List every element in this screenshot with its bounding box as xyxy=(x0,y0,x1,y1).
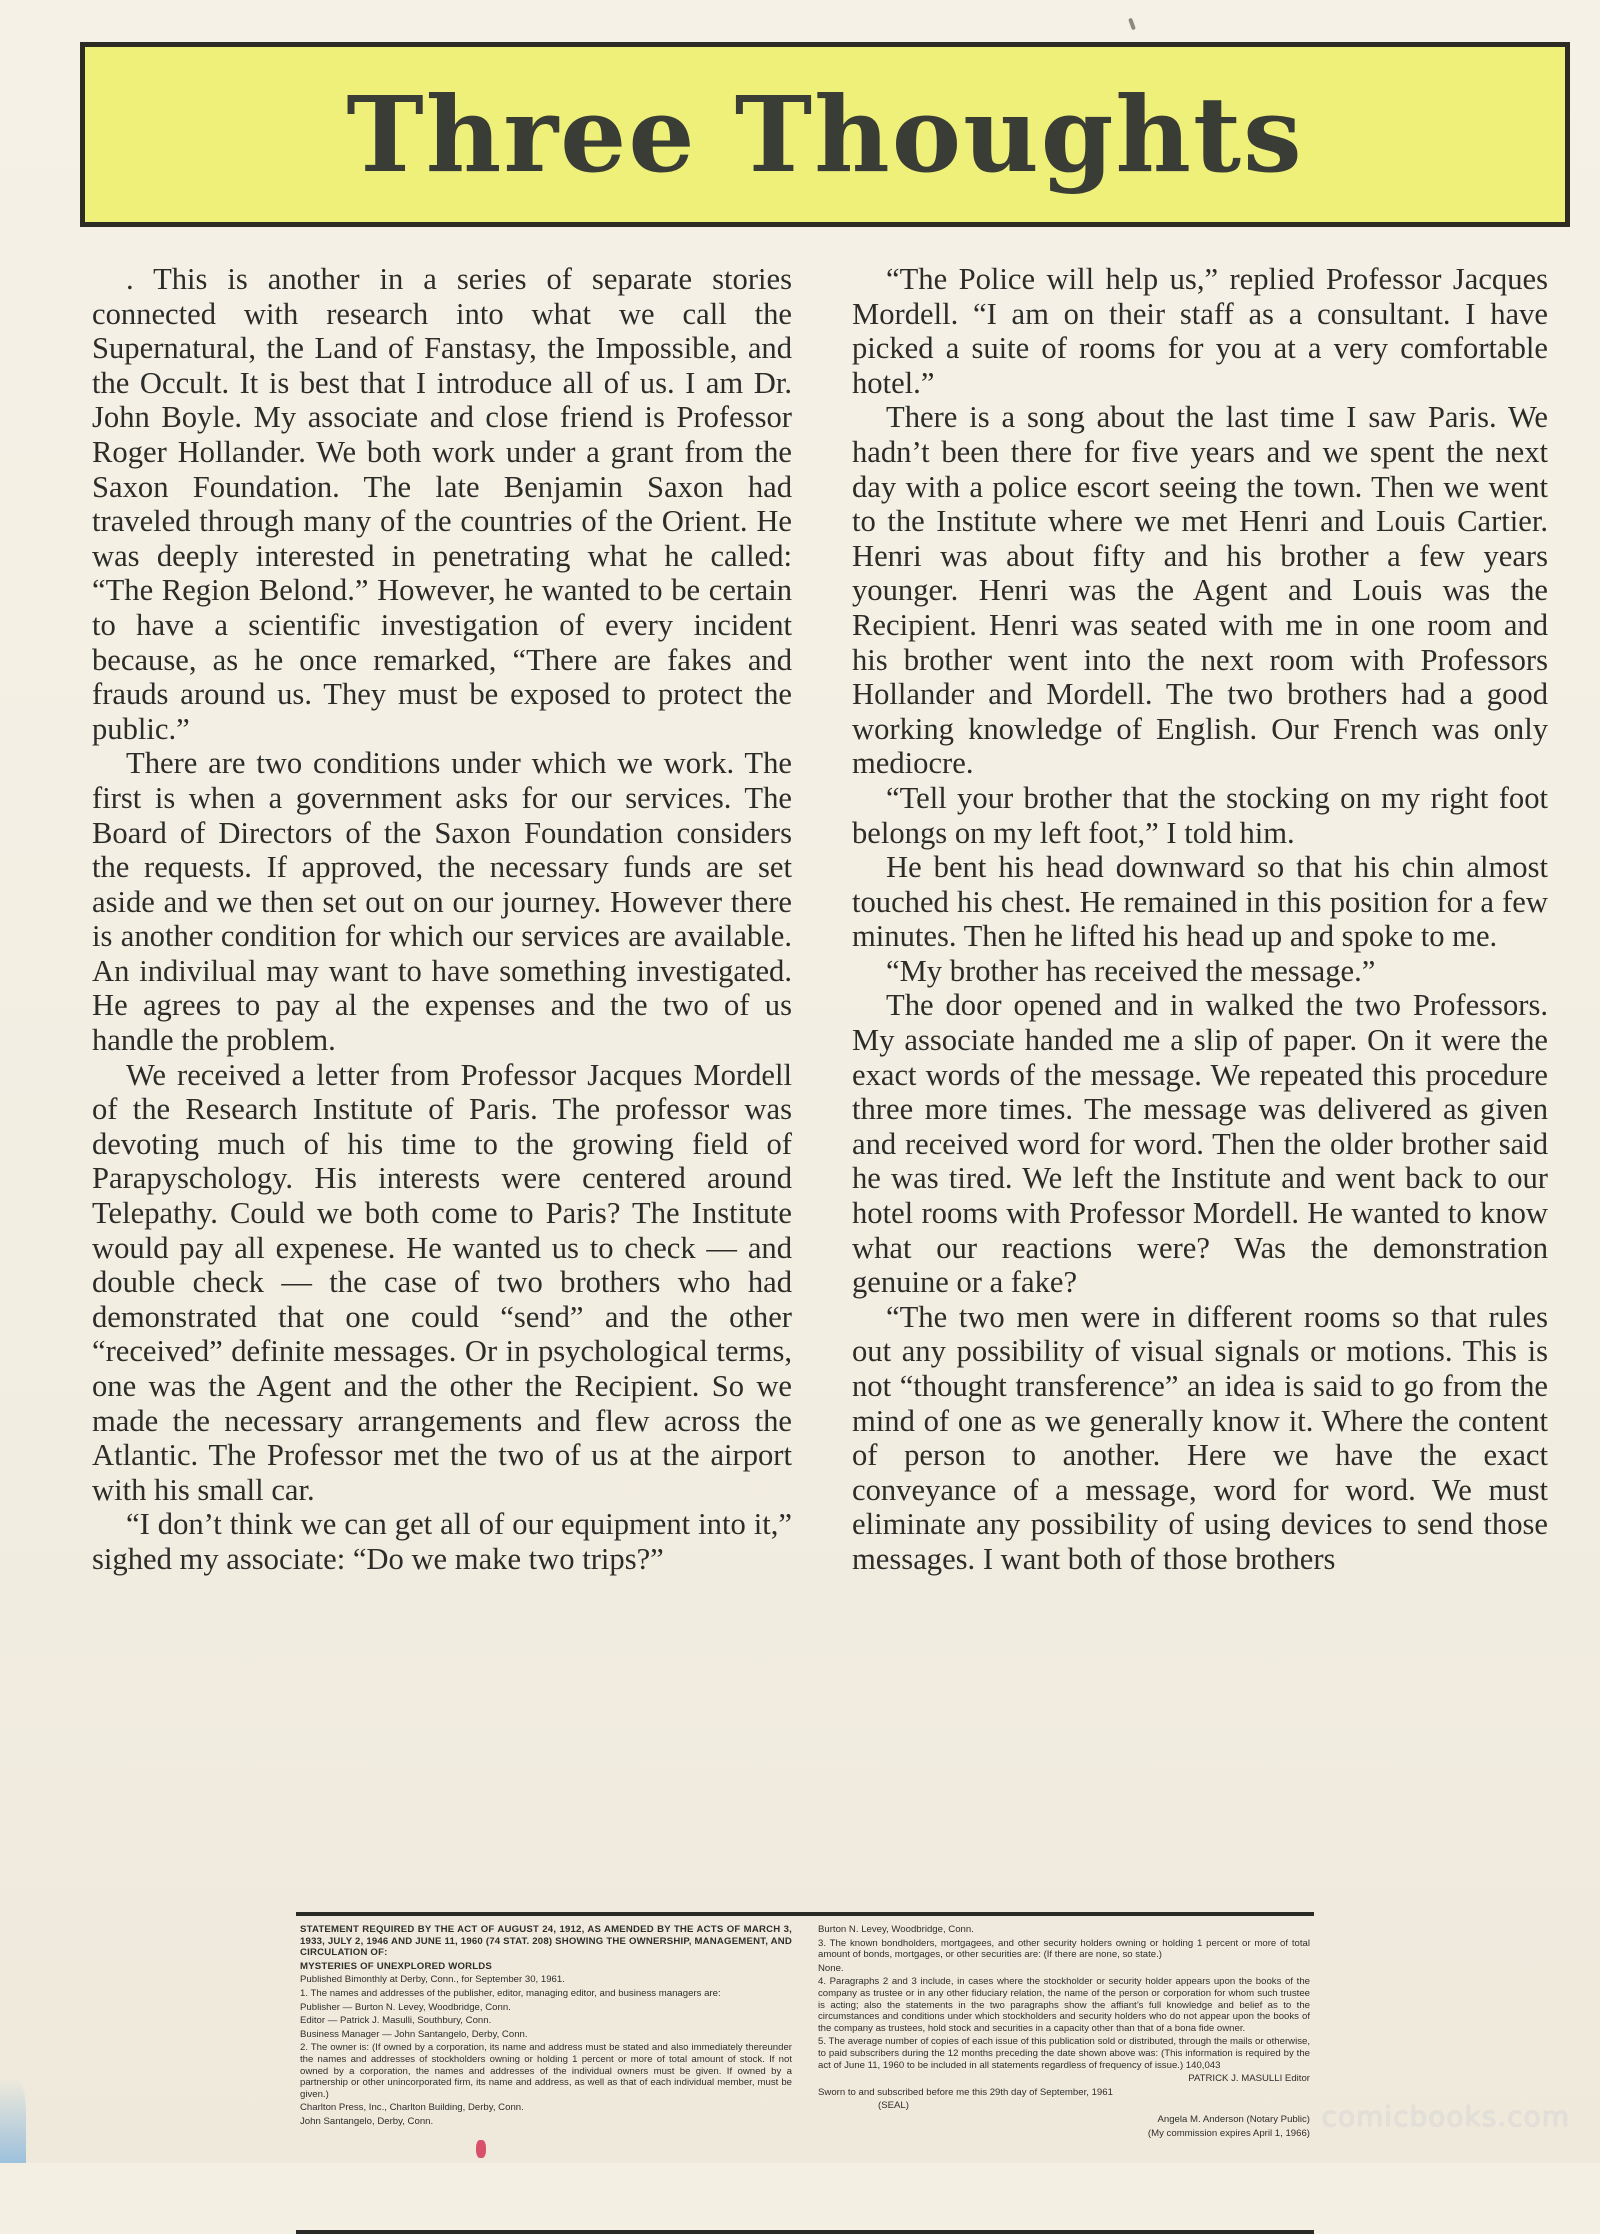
statement-publication: MYSTERIES OF UNEXPLORED WORLDS xyxy=(300,1960,493,1972)
statement-left-column xyxy=(300,1924,792,2224)
statement-item: 5. The average number of copies of each issue of this publication sold or distributed, through the mails or otherwise, to paid subscribers during the 12 months preceding the date shown above was: (This information is required by the act of June 11, 1960 to be included in all statements regardless of frequency of issue.) 140,043 xyxy=(818,2036,1310,2071)
statement-editor: Editor — Patrick J. Masulli, Southbury, Conn. xyxy=(300,2015,492,2027)
paragraph: “I don’t think we can get all of our equipment into it,” sighed my associate: “Do we make two trips?” xyxy=(92,1507,792,1576)
red-ink-mark xyxy=(476,2140,486,2158)
paragraph: . This is another in a series of separate stories connected with research into what we call the Supernatural, the Land of Fanstasy, the Impossible, and the Occult. It is best that I introduce all of us. I am Dr. John Boyle. My associate and close friend is Professor Roger Hollander. We both work under a grant from the Saxon Foundation. The late Benjamin Saxon had traveled through many of the countries of the Orient. He was deeply interested in penetrating what he called: “The Region Belond.” However, he wanted to be certain to have a scientific investigation of every incident because, as he once remarked, “There are fakes and frauds around us. They must be exposed to protect the public.” xyxy=(92,262,792,746)
watermark: comicbooks.com xyxy=(1321,2100,1570,2133)
statement-item: 3. The known bondholders, mortgagees, and other security holders owning or holding 1 percent or more of total amount of bonds, mortgages, or other securities are: (If there are none, so state.) xyxy=(818,1937,1310,1961)
blue-stain-mark xyxy=(0,2078,26,2163)
statement-none: None. xyxy=(818,1962,844,1974)
title-banner xyxy=(80,42,1570,227)
paragraph: There are two conditions under which we work. The first is when a government asks for our services. The Board of Directors of the Saxon Foundation considers the requests. If approved, the necessary funds are set aside and we then set out on our journey. However there is another condition for which our services are available. An indivilual may want to have something investigated. He agrees to pay al the expenses and the two of us handle the problem. xyxy=(92,746,792,1058)
statement-publisher: Publisher — Burton N. Levey, Woodbridge, Conn. xyxy=(300,2001,511,2013)
statement-owner: John Santangelo, Derby, Conn. xyxy=(300,2115,434,2127)
paragraph: “The two men were in different rooms so that rules out any possibility of visual signals or motions. This is not “thought transference” an idea is said to go from the mind of one as we generally know it. Where the content of person to another. Here we have the exact conveyance of a message, word for word. We must eliminate any possibility of using devices to send those messages. I want both of those brothers xyxy=(852,1299,1548,1576)
statement-commission: (My commission expires April 1, 1966) xyxy=(1147,2127,1310,2139)
statement-business-manager: Business Manager — John Santangelo, Derby, Conn. xyxy=(300,2028,528,2040)
right-column xyxy=(852,262,1548,1577)
statement-seal: (SEAL) xyxy=(878,2100,909,2112)
paragraph: We received a letter from Professor Jacques Mordell of the Research Institute of Paris. The professor was devoting much of his time to the growing field of Parapyschology. His interests were centered around Telepathy. Could we both come to Paris? The Institute would pay all expenese. He wanted us to check — and double check — the case of two brothers who had demonstrated that one could “send” and the other “received” definite messages. Or in psychological terms, one was the Agent and the other the Recipient. So we made the necessary arrangements and flew across the Atlantic. The Professor met the two of us at the airport with his small car. xyxy=(92,1057,792,1507)
statement-notary: Angela M. Anderson (Notary Public) xyxy=(1157,2113,1310,2125)
page-title: Three Thoughts xyxy=(346,73,1304,196)
statement-item: 4. Paragraphs 2 and 3 include, in cases where the stockholder or security holder appears upon the books of the company as trustee or in any other fiduciary relation, the name of the person or corporation for whom such trustee is acting; also the statements in the two paragraphs show the affiant’s full knowledge and belief as to the circumstances and conditions under which stockholders and security holders who do not appear upon the books of the company as trustees, hold stock and securities in a capacity other than that of a bona fide owner. xyxy=(818,1976,1310,2034)
statement-item: 2. The owner is: (If owned by a corporation, its name and address must be stated and also immediately thereunder the names and addresses of stockholders owning or holding 1 percent or more of total amount of stock. If not owned by a corporation, the names and addresses of the individual owners must be given. If owned by a partnership or other unincorporated firm, its name and address, as well as that of each individual member, must be given.) xyxy=(300,2042,792,2100)
statement-owner: Charlton Press, Inc., Charlton Building, Derby, Conn. xyxy=(300,2102,524,2114)
statement-owner: Burton N. Levey, Woodbridge, Conn. xyxy=(818,1924,974,1935)
statement-published: Published Bimonthly at Derby, Conn., for September 30, 1961. xyxy=(300,1974,565,1986)
paragraph: There is a song about the last time I saw Paris. We hadn’t been there for five years and we spent the next day with a police escort seeing the town. Then we went to the Institute where we met Henri and Louis Cartier. Henri was about fifty and his brother a few years younger. Henri was the Agent and Louis was the Recipient. Henri was seated with me in one room and his brother went into the next room with Professors Hollander and Mordell. The two brothers had a good working knowledge of English. Our French was only mediocre. xyxy=(852,400,1548,781)
left-column xyxy=(92,262,792,1577)
paragraph: “Tell your brother that the stocking on my right foot belongs on my left foot,” I told him. xyxy=(852,780,1548,850)
statement-item: 1. The names and addresses of the publisher, editor, managing editor, and business managers are: xyxy=(300,1987,721,1999)
paragraph: He bent his head downward so that his chin almost touched his chest. He remained in this position for a few minutes. Then he lifted his head up and spoke to me. xyxy=(852,850,1548,954)
print-speck xyxy=(1128,18,1136,31)
statement-heading: STATEMENT REQUIRED BY THE ACT OF AUGUST 24, 1912, AS AMENDED BY THE ACTS OF MARCH 3, 1933, JULY 2, 1946 AND JUNE 11, 1960 (74 STAT. 208) SHOWING THE OWNERSHIP, MANAGEMENT, AND CIRCULATION OF: xyxy=(300,1924,792,1959)
statement-signature: PATRICK J. MASULLI Editor xyxy=(1188,2073,1310,2085)
paragraph: “My brother has received the message.” xyxy=(886,953,1376,988)
statement-right-column xyxy=(818,1924,1310,2224)
statement-sworn: Sworn to and subscribed before me this 29th day of September, 1961 xyxy=(818,2086,1113,2098)
paragraph: “The Police will help us,” replied Professor Jacques Mordell. “I am on their staff as a consultant. I have picked a suite of rooms for you at a very comfortable hotel.” xyxy=(852,262,1548,400)
paragraph: The door opened and in walked the two Professors. My associate handed me a slip of paper. On it were the exact words of the message. We repeated this procedure three more times. The message was delivered as given and received word for word. Then the older brother said he was tired. We left the Institute and went back to our hotel rooms with Professor Mordell. He wanted to know what our reactions were? Was the demonstration genuine or a fake? xyxy=(852,988,1548,1300)
ownership-statement xyxy=(296,1912,1314,2234)
